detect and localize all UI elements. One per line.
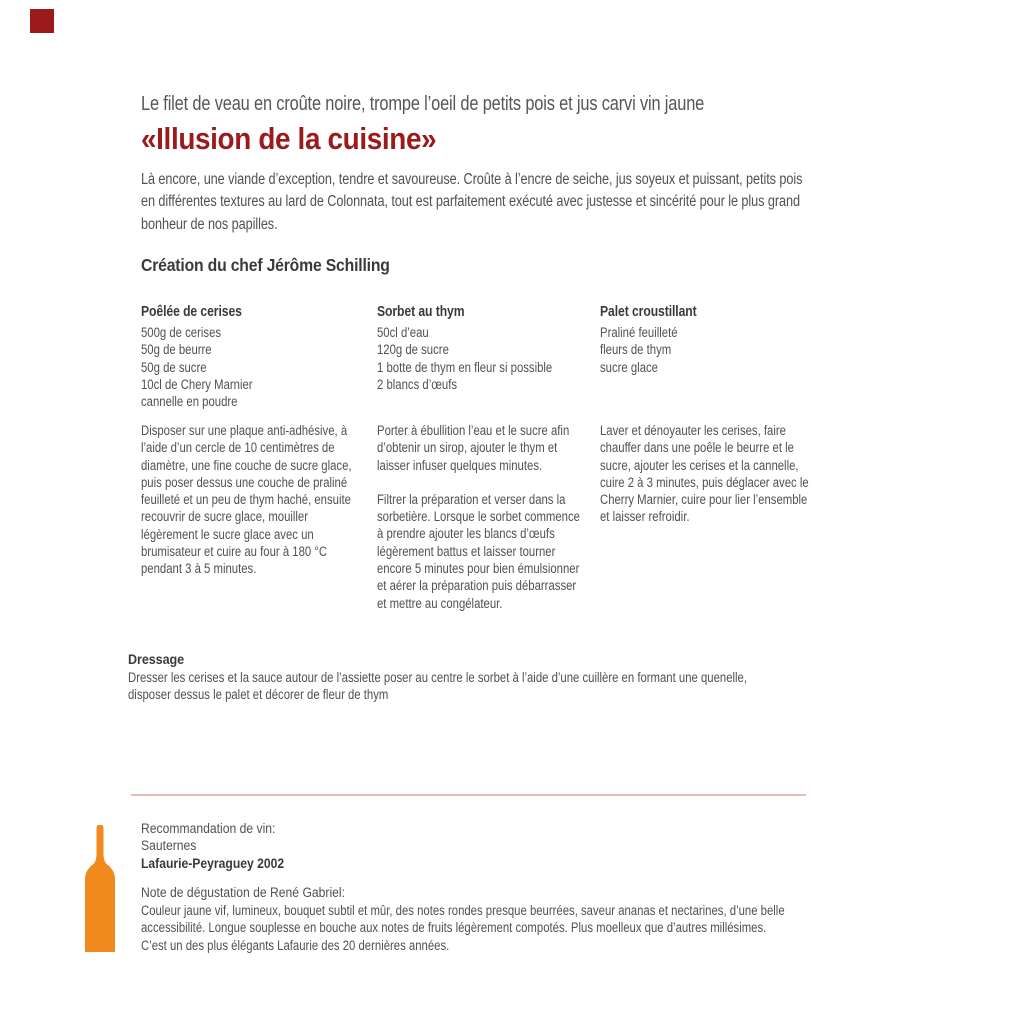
wine-recommendation-label: Recommandation de vin: xyxy=(141,821,276,836)
ingredients-column-poelee xyxy=(141,303,393,410)
intro-line: Là encore, une viande d’exception, tendre et savoureuse. Croûte à l’encre de seiche, jus soyeux et puissant, petits pois xyxy=(141,171,803,188)
wine-bottle-icon xyxy=(85,825,115,952)
wine-recommendation xyxy=(141,820,300,872)
method-paragraph: Laver et dénoyauter les cerises, faire chauffer dans une poêle le beurre et le sucre, ajouter les cerises et la cannelle, cuire 2 à 3 minutes, puis déglacer avec le Cherry Marnier, cuire pour lier l’ensemble et laisser refroidir. xyxy=(600,423,809,525)
red-square-marker-icon xyxy=(30,9,54,33)
chef-creation-heading: Création du chef Jérôme Schilling xyxy=(141,255,390,275)
ingredient: 120g de sucre xyxy=(377,342,449,358)
intro-line: bonheur de nos papilles. xyxy=(141,215,278,233)
ingredient: 50cl d’eau xyxy=(377,325,429,340)
column-title: Sorbet au thym xyxy=(377,304,465,320)
method-paragraph: Disposer sur une plaque anti-adhésive, à l’aide d’un cercle de 10 centimètres de diamètre, une fine couche de sucre glace, puis poser dessus une couche de praliné feuilleté et un peu de thym haché, ensuite recouvrir de sucre glace, mouiller légèrement le sucre glace avec un brumisateur et cuire au four à 180 °C pendant 3 à 5 minutes. xyxy=(141,423,352,577)
ingredients-column-sorbet xyxy=(377,303,627,393)
ingredient: 10cl de Chery Marnier xyxy=(141,376,253,392)
tasting-note-line: C’est un des plus élégants Lafaurie des 20 dernières années. xyxy=(141,937,450,953)
ingredient: Praliné feuilleté xyxy=(600,325,678,340)
intro-line: en différentes textures au lard de Colonnata, tout est parfaitement exécuté avec justesse et sincérité pour le plus grand xyxy=(141,193,800,211)
dressage-line: Dresser les cerises et la sauce autour de l’assiette poser au centre le sorbet à l’aide d’une cuillère en formant une quenelle, xyxy=(128,669,748,685)
tasting-note xyxy=(141,884,907,954)
ingredient: fleurs de thym xyxy=(600,342,672,358)
dressage-line: disposer dessus le palet et décorer de fleur de thym xyxy=(128,687,389,702)
dressage-section xyxy=(128,651,865,704)
dish-title: Le filet de veau en croûte noire, trompe l’oeil de petits pois et jus carvi vin jaune xyxy=(141,93,705,115)
ingredient: sucre glace xyxy=(600,359,658,375)
ingredients-column-palet xyxy=(600,303,852,376)
method-column-1 xyxy=(141,422,393,578)
column-title: Palet croustillant xyxy=(600,304,697,320)
method-paragraph: Filtrer la préparation et verser dans la sorbetière. Lorsque le sorbet commence à prendre ajouter les blancs d’œufs légèrement battus et laisser tourner encore 5 minutes pour bien émulsionner et aérer la préparation puis débarrasser et mettre au congélateur. xyxy=(377,491,580,611)
ingredient: 500g de cerises xyxy=(141,325,222,340)
wine-region: Sauternes xyxy=(141,838,197,854)
dressage-title: Dressage xyxy=(128,651,185,667)
ingredient: 1 botte de thym en fleur si possible xyxy=(377,359,553,375)
tasting-note-line: Couleur jaune vif, lumineux, bouquet subtil et mûr, des notes rondes presque beurrées, saveur ananas et nectarines, d’une belle xyxy=(141,902,785,918)
page-title: «Illusion de la cuisine» xyxy=(141,121,437,156)
intro-paragraph xyxy=(141,169,948,236)
ingredient: 50g de beurre xyxy=(141,342,212,358)
column-title: Poêlée de cerises xyxy=(141,304,242,320)
method-column-3 xyxy=(600,422,852,526)
method-paragraph: Porter à ébullition l’eau et le sucre afin d’obtenir un sirop, ajouter le thym et laisser infuser quelques minutes. xyxy=(377,423,570,473)
ingredient: 50g de sucre xyxy=(141,359,207,375)
section-divider xyxy=(131,794,806,796)
wine-name: Lafaurie-Peyraguey 2002 xyxy=(141,855,285,871)
method-column-2 xyxy=(377,422,622,612)
tasting-note-label: Note de dégustation de René Gabriel: xyxy=(141,885,345,900)
ingredient: 2 blancs d’œufs xyxy=(377,376,458,392)
ingredient: cannelle en poudre xyxy=(141,394,238,410)
tasting-note-line: accessibilité. Longue souplesse en bouche aux notes de fruits légèrement compotés. Plus moelleux que d’autres millésimes. xyxy=(141,920,767,936)
